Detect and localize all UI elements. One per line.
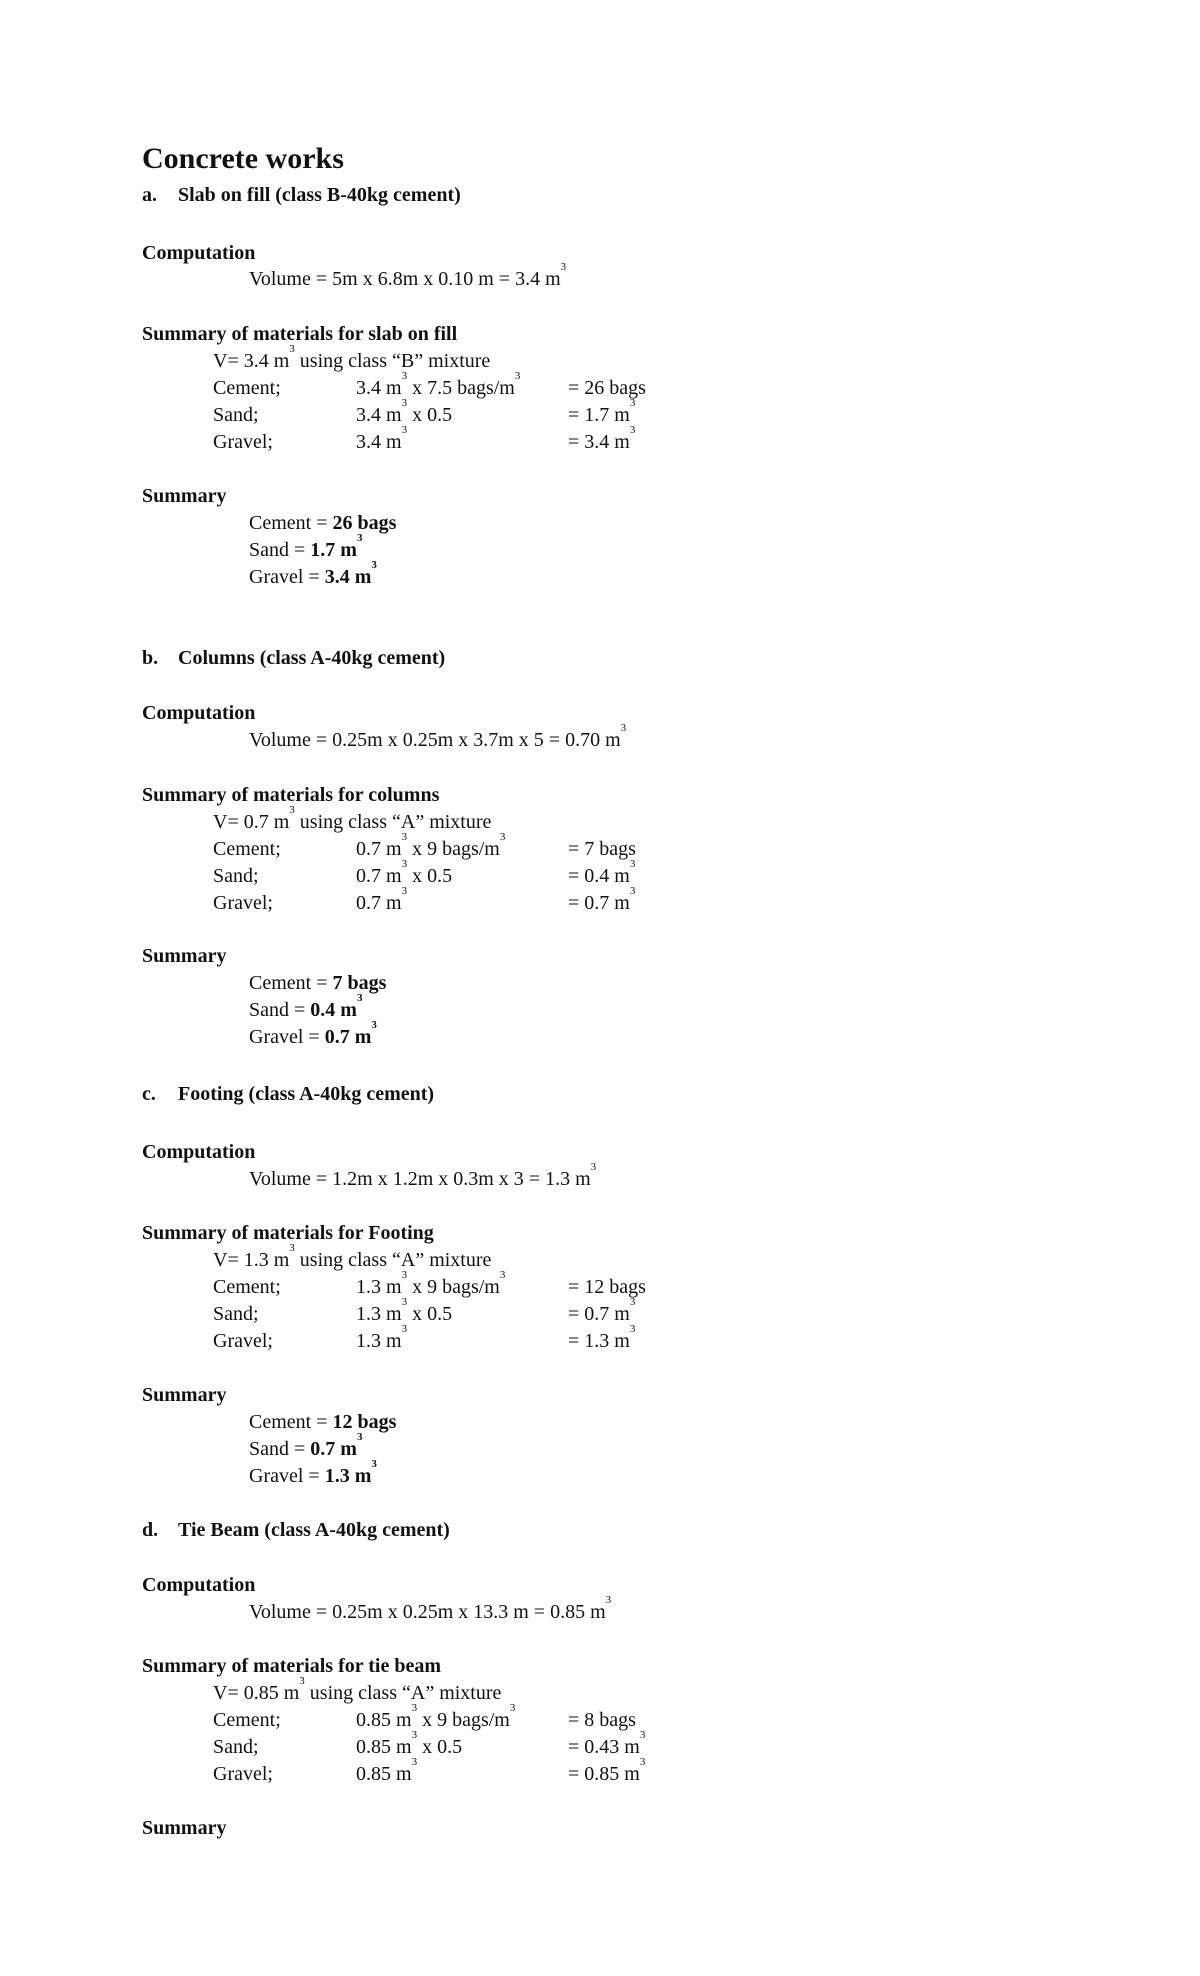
material-calc: 3.4 $m^3$ bbox=[356, 424, 408, 453]
volume-class-line: V= 1.3 $m^3$ using class “A” mixture bbox=[213, 1242, 492, 1271]
material-name: Sand; bbox=[213, 865, 259, 887]
summary-cement: Cement = 12 bags bbox=[249, 1411, 397, 1433]
material-name: Cement; bbox=[213, 1709, 281, 1731]
section-b-heading: Columns (class A-40kg cement) bbox=[178, 647, 446, 669]
material-result: = 26 bags bbox=[568, 377, 646, 399]
material-calc: 1.3 $m^3$ x 9 bags/$m^3$ bbox=[356, 1269, 506, 1298]
summary-materials-label: Summary of materials for tie beam bbox=[142, 1655, 442, 1677]
summary-label: Summary bbox=[142, 1817, 227, 1839]
material-calc: 0.85 $m^3$ x 0.5 bbox=[356, 1729, 463, 1758]
material-name: Cement; bbox=[213, 1276, 281, 1298]
computation-label: Computation bbox=[142, 1574, 256, 1596]
material-name: Gravel; bbox=[213, 1763, 273, 1785]
material-calc: 3.4 $m^3$ x 7.5 bags/$m^3$ bbox=[356, 370, 521, 399]
material-result: = 12 bags bbox=[568, 1276, 646, 1298]
material-result: = 7 bags bbox=[568, 838, 636, 860]
volume-expression: Volume = 5m x 6.8m x 0.10 m = 3.4 $m^3$ bbox=[249, 261, 567, 290]
volume-class-line: V= 0.85 $m^3$ using class “A” mixture bbox=[213, 1675, 502, 1704]
material-name: Sand; bbox=[213, 1736, 259, 1758]
computation-label: Computation bbox=[142, 702, 256, 724]
summary-cement: Cement = 26 bags bbox=[249, 512, 397, 534]
section-a-heading: Slab on fill (class B-40kg cement) bbox=[178, 184, 461, 206]
section-b-letter: b. bbox=[142, 647, 159, 669]
volume-expression: Volume = 0.25m x 0.25m x 3.7m x 5 = 0.70 $m^3$ bbox=[249, 722, 627, 751]
material-result: = 3.4 $m^3$ bbox=[568, 424, 636, 453]
volume-expression: Volume = 0.25m x 0.25m x 13.3 m = 0.85 $m^3$ bbox=[249, 1594, 612, 1623]
section-a-letter: a. bbox=[142, 184, 157, 206]
page-title: Concrete works bbox=[142, 142, 344, 175]
material-result: = 0.7 $m^3$ bbox=[568, 885, 636, 914]
material-name: Gravel; bbox=[213, 1330, 273, 1352]
material-name: Gravel; bbox=[213, 892, 273, 914]
material-name: Cement; bbox=[213, 838, 281, 860]
summary-materials-label: Summary of materials for columns bbox=[142, 784, 440, 806]
volume-class-line: V= 3.4 $m^3$ using class “B” mixture bbox=[213, 343, 491, 372]
material-result: = 0.7 $m^3$ bbox=[568, 1296, 636, 1325]
material-calc: 1.3 $m^3$ bbox=[356, 1323, 408, 1352]
section-c-heading: Footing (class A-40kg cement) bbox=[178, 1083, 435, 1105]
material-result: = 0.85 $m^3$ bbox=[568, 1756, 646, 1785]
summary-gravel: Gravel = 3.4 $m^3$ bbox=[249, 559, 377, 588]
material-result: = 1.3 $m^3$ bbox=[568, 1323, 636, 1352]
summary-sand: Sand = 0.7 $m^3$ bbox=[249, 1431, 363, 1460]
summary-label: Summary bbox=[142, 1384, 227, 1406]
summary-sand: Sand = 0.4 $m^3$ bbox=[249, 992, 363, 1021]
material-name: Gravel; bbox=[213, 431, 273, 453]
material-name: Sand; bbox=[213, 404, 259, 426]
summary-gravel: Gravel = 1.3 $m^3$ bbox=[249, 1458, 377, 1487]
summary-materials-label: Summary of materials for slab on fill bbox=[142, 323, 458, 345]
summary-cement: Cement = 7 bags bbox=[249, 972, 387, 994]
summary-label: Summary bbox=[142, 945, 227, 967]
section-d-letter: d. bbox=[142, 1519, 159, 1541]
material-calc: 1.3 $m^3$ x 0.5 bbox=[356, 1296, 453, 1325]
computation-label: Computation bbox=[142, 1141, 256, 1163]
material-calc: 0.7 $m^3$ x 9 bags/$m^3$ bbox=[356, 831, 506, 860]
section-d-heading: Tie Beam (class A-40kg cement) bbox=[178, 1519, 450, 1541]
summary-sand: Sand = 1.7 $m^3$ bbox=[249, 532, 363, 561]
volume-expression: Volume = 1.2m x 1.2m x 0.3m x 3 = 1.3 $m^3$ bbox=[249, 1161, 597, 1190]
material-calc: 0.7 $m^3$ x 0.5 bbox=[356, 858, 453, 887]
material-calc: 0.85 $m^3$ bbox=[356, 1756, 418, 1785]
material-calc: 0.7 $m^3$ bbox=[356, 885, 408, 914]
section-c-letter: c. bbox=[142, 1083, 156, 1105]
material-result: = 1.7 $m^3$ bbox=[568, 397, 636, 426]
material-calc: 3.4 $m^3$ x 0.5 bbox=[356, 397, 453, 426]
material-calc: 0.85 $m^3$ x 9 bags/$m^3$ bbox=[356, 1702, 516, 1731]
material-name: Sand; bbox=[213, 1303, 259, 1325]
summary-label: Summary bbox=[142, 485, 227, 507]
material-result: = 8 bags bbox=[568, 1709, 636, 1731]
computation-label: Computation bbox=[142, 242, 256, 264]
material-result: = 0.4 $m^3$ bbox=[568, 858, 636, 887]
material-result: = 0.43 $m^3$ bbox=[568, 1729, 646, 1758]
summary-materials-label: Summary of materials for Footing bbox=[142, 1222, 434, 1244]
summary-gravel: Gravel = 0.7 $m^3$ bbox=[249, 1019, 377, 1048]
volume-class-line: V= 0.7 $m^3$ using class “A” mixture bbox=[213, 804, 492, 833]
material-name: Cement; bbox=[213, 377, 281, 399]
